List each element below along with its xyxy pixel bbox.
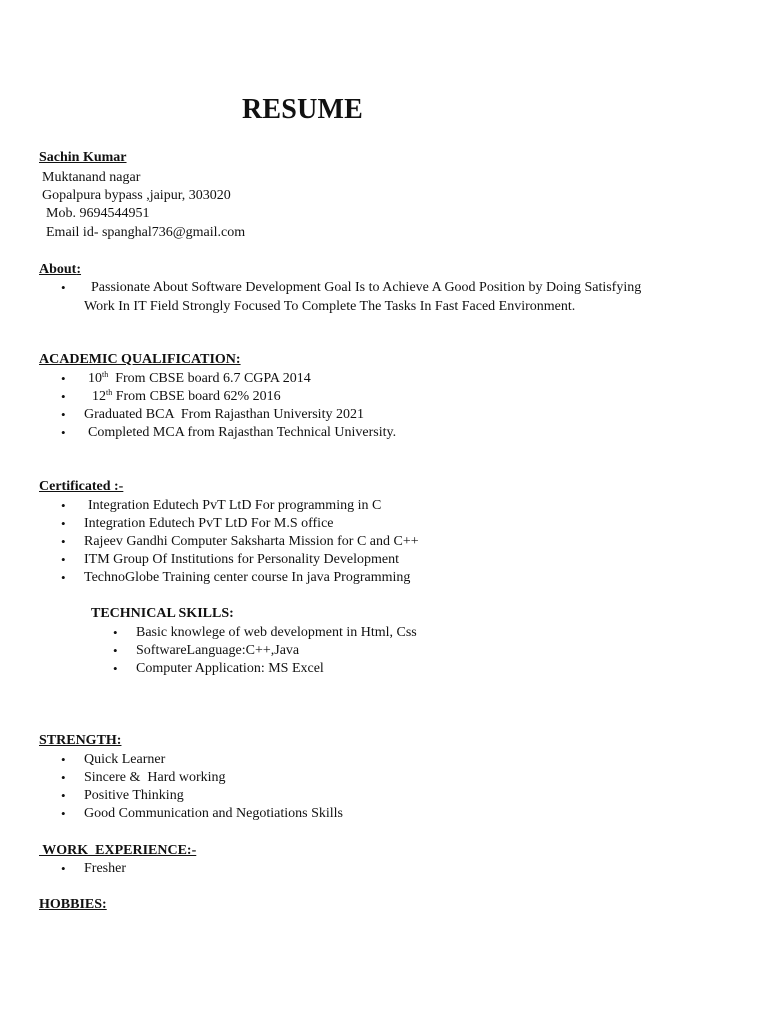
- academic-item-12th: [92, 388, 281, 406]
- work-experience-item: Fresher: [84, 861, 126, 876]
- contact-name: Sachin Kumar: [39, 150, 127, 165]
- academic-heading: ACADEMIC QUALIFICATION:: [39, 352, 241, 367]
- certificate-item: Integration Edutech PvT LtD For M.S office: [84, 516, 334, 531]
- resume-title: RESUME: [242, 94, 363, 125]
- strength-heading: STRENGTH:: [39, 733, 122, 748]
- academic-item-12th-text: From CBSE board 62% 2016: [112, 389, 281, 404]
- technical-skills-heading: TECHNICAL SKILLS:: [91, 606, 234, 621]
- strength-item: Quick Learner: [84, 752, 166, 767]
- technical-skill-item: Basic knowlege of web development in Html, Css: [136, 625, 417, 640]
- email-address: Email id- spanghal736@gmail.com: [46, 225, 246, 240]
- mobile-number: Mob. 9694544951: [46, 206, 150, 221]
- academic-item-10th: [88, 370, 311, 388]
- bullet-icon: •: [61, 498, 66, 513]
- strength-item: Sincere & Hard working: [84, 770, 226, 785]
- academic-item-10th-text: From CBSE board 6.7 CGPA 2014: [108, 371, 311, 386]
- academic-item-mca: Completed MCA from Rajasthan Technical University.: [88, 425, 397, 440]
- academic-item-bca: Graduated BCA From Rajasthan University 2021: [84, 407, 364, 422]
- certificate-item: Integration Edutech PvT LtD For programming in C: [88, 498, 382, 513]
- about-text: [84, 279, 644, 316]
- strength-item: Positive Thinking: [84, 788, 184, 803]
- bullet-icon: •: [61, 788, 66, 803]
- hobbies-heading: HOBBIES:: [39, 897, 107, 912]
- bullet-icon: •: [61, 770, 66, 785]
- about-heading-colon: :: [76, 262, 82, 277]
- certificates-heading: Certificated :-: [39, 479, 124, 494]
- academic-item-10th-suffix: th: [102, 370, 109, 379]
- bullet-icon: •: [61, 534, 66, 549]
- bullet-icon: •: [61, 752, 66, 767]
- bullet-icon: •: [61, 407, 66, 422]
- bullet-icon: •: [61, 806, 66, 821]
- bullet-icon: •: [61, 371, 66, 386]
- academic-item-12th-number: 12: [92, 389, 106, 404]
- bullet-icon: •: [113, 625, 118, 640]
- bullet-icon: •: [61, 280, 66, 295]
- bullet-icon: •: [61, 516, 66, 531]
- bullet-icon: •: [61, 861, 66, 876]
- about-text-content: Passionate About Software Development Goal Is to Achieve A Good Position by Doing Satisfying Work In IT Field Strongly Focused To Complete The Tasks In Fast Faced Environment.: [84, 280, 642, 314]
- about-heading: [39, 261, 81, 279]
- about-heading-label: About: [39, 262, 77, 277]
- technical-skill-item: SoftwareLanguage:C++,Java: [136, 643, 300, 658]
- bullet-icon: •: [61, 552, 66, 567]
- academic-item-10th-number: 10: [88, 371, 102, 386]
- work-experience-heading: WORK EXPERIENCE:-: [39, 843, 197, 858]
- certificate-item: Rajeev Gandhi Computer Saksharta Mission for C and C++: [84, 534, 419, 549]
- certificate-item: ITM Group Of Institutions for Personality Development: [84, 552, 399, 567]
- bullet-icon: •: [113, 661, 118, 676]
- certificate-item: TechnoGlobe Training center course In java Programming: [84, 570, 411, 585]
- bullet-icon: •: [61, 570, 66, 585]
- academic-item-12th-suffix: th: [106, 388, 113, 397]
- strength-item: Good Communication and Negotiations Skills: [84, 806, 343, 821]
- address-line-1: Muktanand nagar: [42, 170, 141, 185]
- bullet-icon: •: [113, 643, 118, 658]
- address-line-2: Gopalpura bypass ,jaipur, 303020: [42, 188, 231, 203]
- bullet-icon: •: [61, 389, 66, 404]
- technical-skill-item: Computer Application: MS Excel: [136, 661, 324, 676]
- bullet-icon: •: [61, 425, 66, 440]
